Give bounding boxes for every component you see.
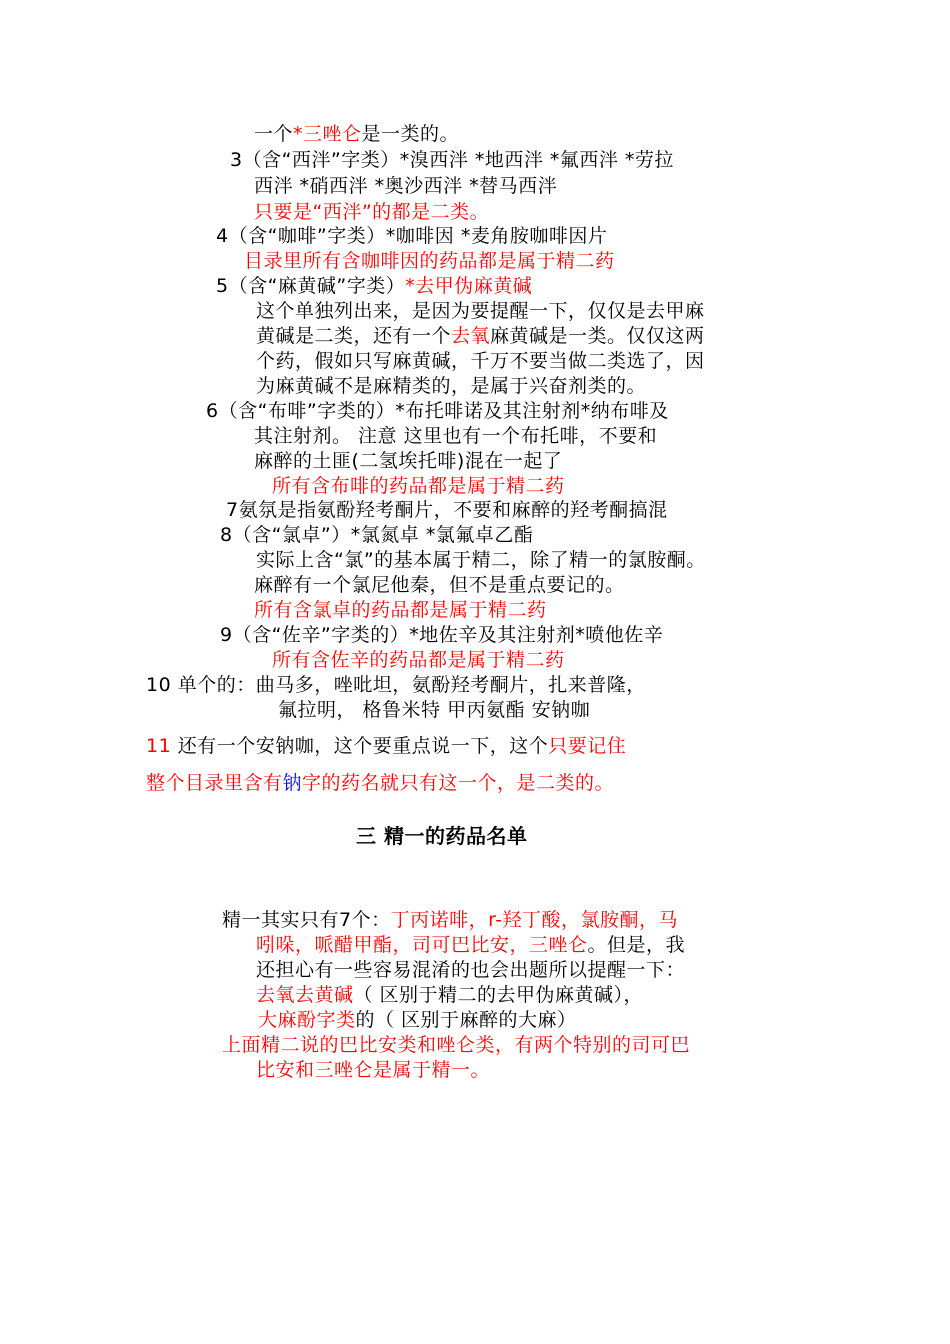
text-line: 麻醉的土匪(二氢埃托啡)混在一起了 xyxy=(254,450,563,472)
text-line: 还担心有一些容易混淆的也会出题所以提醒一下： xyxy=(256,959,686,981)
text-line xyxy=(222,908,678,932)
highlight-segment: 丁丙诺啡，r-羟丁酸，氯胺酮，马 xyxy=(390,909,679,931)
text-line: 其注射剂。 注意 这里也有一个布托啡，不要和 xyxy=(254,425,658,447)
item-number: 11 xyxy=(146,735,172,757)
text-line: 7氨氛是指氨酚羟考酮片，不要和麻醉的羟考酮搞混 xyxy=(226,499,668,521)
highlight-segment: *三唑仑 xyxy=(293,123,362,145)
text-segment: 黄碱是二类，还有一个 xyxy=(256,325,452,347)
highlight-line: 目录里所有含咖啡因的药品都是属于精二药 xyxy=(244,250,615,272)
text-line xyxy=(216,274,532,298)
text-line: 6（含“布啡”字类的）*布托啡诺及其注射剂*纳布啡及 xyxy=(206,400,669,422)
text-line: 个药，假如只写麻黄碱，千万不要当做二类选了，因 xyxy=(256,350,705,372)
text-segment: 一个 xyxy=(254,123,294,145)
highlight-segment: *去甲伪麻黄碱 xyxy=(405,275,533,297)
text-segment: 精一其实只有7个： xyxy=(222,909,391,931)
highlight-line: 所有含佐辛的药品都是属于精二药 xyxy=(272,649,565,671)
text-segment: （ 区别于精二的去甲伪麻黄碱）， xyxy=(353,984,644,1006)
text-segment: 。但是，我 xyxy=(587,934,686,956)
text-line xyxy=(256,933,685,957)
text-segment: 还有一个安钠咖，这个要重点说一下，这个 xyxy=(171,735,549,757)
text-line: 氟拉明， 格鲁米特 甲丙氨酯 安钠咖 xyxy=(278,699,591,721)
text-line: 这个单独列出来，是因为要提醒一下，仅仅是去甲麻 xyxy=(256,300,705,322)
section-heading: 三 精一的药品名单 xyxy=(356,824,528,848)
text-segment: 麻黄碱是一类。仅仅这两 xyxy=(490,325,705,347)
text-line: 实际上含“氯”的基本属于精二，除了精一的氯胺酮。 xyxy=(256,549,706,571)
text-segment: 5（含“麻黄碱”字类） xyxy=(216,275,406,297)
text-line xyxy=(254,122,459,146)
highlight-segment: 去氧去黄碱 xyxy=(256,984,354,1006)
highlight-line: 比安和三唑仑是属于精一。 xyxy=(256,1059,491,1081)
text-segment: 是一类的。 xyxy=(361,123,460,145)
text-line: 8（含“氯卓”）*氯氮卓 *氯氟卓乙酯 xyxy=(220,524,534,546)
text-line xyxy=(256,983,643,1007)
accent-character: 钠 xyxy=(282,772,303,794)
text-line: 9（含“佐辛”字类的）*地佐辛及其注射剂*喷他佐辛 xyxy=(220,624,664,646)
text-line xyxy=(258,1008,577,1032)
highlight-segment: 整个目录里含有 xyxy=(146,772,283,794)
highlight-segment: 字的药名就只有这一个，是二类的。 xyxy=(302,772,615,794)
text-line: 3（含“西泮”字类）*溴西泮 *地西泮 *氟西泮 *劳拉 xyxy=(230,149,674,171)
text-line: 麻醉有一个氯尼他秦，但不是重点要记的。 xyxy=(254,574,625,596)
text-line: 为麻黄碱不是麻精类的，是属于兴奋剂类的。 xyxy=(256,375,647,397)
text-segment: 的（ 区别于麻醉的大麻） xyxy=(355,1009,577,1031)
text-line xyxy=(146,734,626,758)
text-line xyxy=(146,771,614,795)
highlight-line: 所有含布啡的药品都是属于精二药 xyxy=(272,475,565,497)
text-line: 西泮 *硝西泮 *奥沙西泮 *替马西泮 xyxy=(254,175,558,197)
highlight-segment: 吲哚，哌醋甲酯，司可巴比安，三唑仑 xyxy=(256,934,588,956)
text-line: 10 单个的：曲马多，唑吡坦，氨酚羟考酮片，扎来普隆， xyxy=(146,674,646,696)
highlight-line: 所有含氯卓的药品都是属于精二药 xyxy=(254,599,547,621)
text-line xyxy=(256,324,705,348)
highlight-line: 只要是“西泮”的都是二类。 xyxy=(254,201,490,223)
text-line: 4（含“咖啡”字类）*咖啡因 *麦角胺咖啡因片 xyxy=(216,225,608,247)
highlight-segment: 只要记住 xyxy=(548,735,627,757)
highlight-segment: 大麻酚字类 xyxy=(258,1009,356,1031)
highlight-segment: 去氧 xyxy=(451,325,491,347)
highlight-line: 上面精二说的巴比安类和唑仑类，有两个特别的司可巴 xyxy=(222,1034,691,1056)
